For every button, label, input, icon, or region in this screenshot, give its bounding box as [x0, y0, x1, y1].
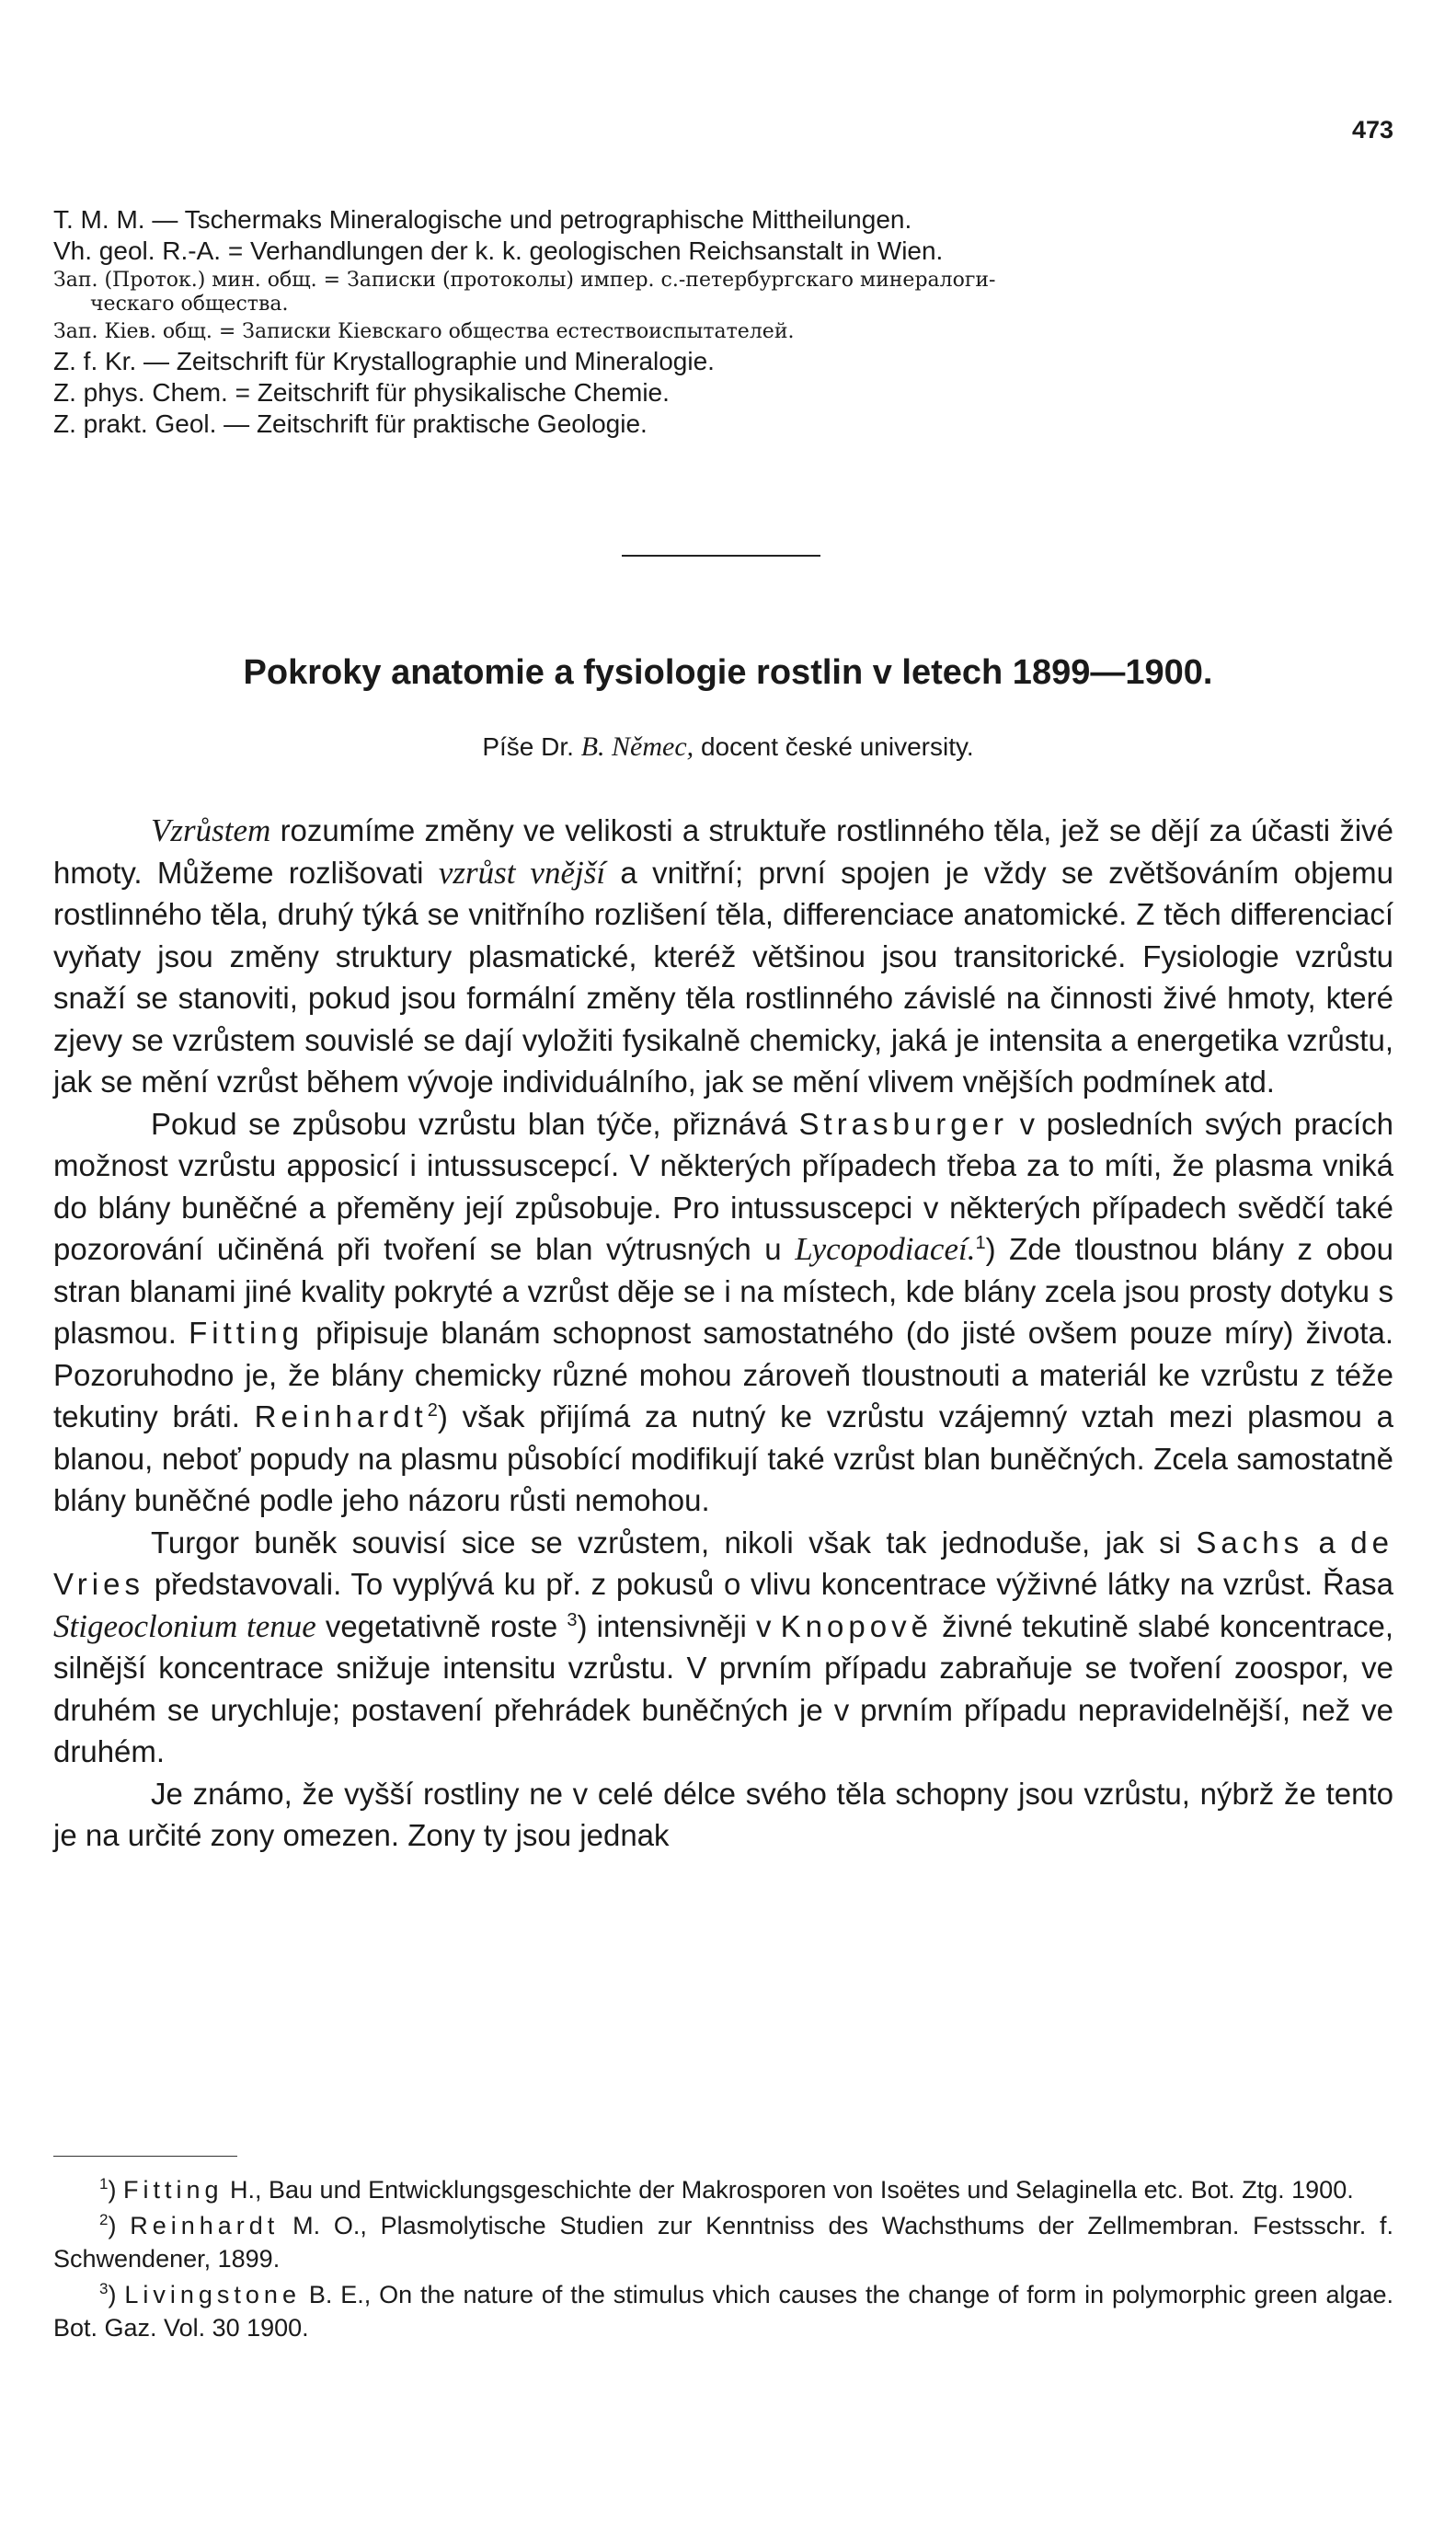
abbreviation-list [53, 204, 1396, 440]
footnote-author: Livingstone [124, 2281, 301, 2308]
article-byline [0, 731, 1456, 763]
footnotes [53, 2173, 1393, 2347]
term-italic: vzrůst vnější [438, 854, 606, 891]
term-italic: Vzrůstem [151, 812, 271, 848]
footnote: $^3$) Livingstone B. E., On the nature of the stimulus vhich causes the change of form in polymorphic green algae. Bot. Gaz. Vol. 30 1900. [53, 2280, 1394, 2342]
author-name: Sachs [1196, 1525, 1304, 1560]
article-body [53, 810, 1393, 1857]
abbreviation-entry: T. M. M. — Tschermaks Mineralogische und petrographische Mittheilungen. [53, 205, 912, 234]
byline-author: B. Němec, [580, 731, 694, 762]
text-run: představovali. To vyplývá ku př. z pokusů o vlivu koncentrace výživné látky na vzrůst. Řasa [143, 1567, 1393, 1601]
author-name: de Vries [53, 1525, 1393, 1601]
abbreviation-entry-continuation: ческаго общества. [90, 293, 289, 316]
footnote-ref: 2 [427, 1400, 438, 1421]
text-run: ) intensivněji v [577, 1608, 781, 1643]
footnote: $^1$) Fitting H., Bau und Entwicklungsgeschichte der Makrosporen von Isoëtes und Selaginella etc. Bot. Ztg. 1900. [99, 2175, 1354, 2204]
text-run: připisuje blanám schopnost samostatného (do jisté ovšem pouze míry) života. Pozoruhodno je, že blány chemicky různé mohou zároveň tloustnouti a materiál ke vzrůstu z téže tekutiny bráti. [53, 1316, 1393, 1433]
text-run: ) Zde tloustnou blány z obou stran blanami jiné kvality pokryté a vzrůst děje se i na místech, kde blány zcela jsou prosty dotyku s plasmou. [53, 1232, 1393, 1350]
text-run: vegetativně roste [315, 1608, 567, 1643]
abbreviation-entry: Z. phys. Chem. = Zeitschrift für physikalische Chemie. [53, 378, 670, 407]
byline-suffix: docent české university. [700, 732, 974, 761]
text-run: rozumíme změny ve velikosti a struktuře rostlinného těla, jež se dějí za účasti živé hmoty. Můžeme rozlišovati [53, 813, 1393, 890]
author-name: Strasburger [798, 1106, 1008, 1141]
footnote-mark: 3 [99, 2280, 109, 2297]
section-divider [622, 555, 820, 557]
footnote-rule [53, 2156, 237, 2157]
abbreviation-entry: Z. f. Kr. — Zeitschrift für Krystallographie und Mineralogie. [53, 347, 715, 375]
paragraph [53, 1522, 1393, 1773]
term-italic: Lycopodiaceí. [795, 1231, 976, 1267]
footnote-text: H., Bau und Entwicklungsgeschichte der Makrosporen von Isoëtes und Selaginella etc. Bot. Ztg. 1900. [223, 2176, 1354, 2204]
page-number: 473 [1351, 116, 1393, 144]
text-run: a vnitřní; první spojen je vždy se zvětšováním objemu rostlinného těla, druhý týká se vnitřního rozlišení těla, differenciace anatomické. Z těch differenciací vyňaty jsou změny struktury plasmatické, kteréž většinou jsou transitorické. Fysiologie vzrůstu snaží se stanoviti, pokud jsou formální změny těla rostlinného závislé na činnosti živé hmoty, které zjevy se vzrůstem souvislé se dají vyložiti fysikalně chemicky, jaká je intensita a energetika vzrůstu, jak se mění vzrůst během vývoje individuálního, jak se mění vlivem vnějších podmínek atd. [53, 855, 1394, 1099]
text-run: Turgor buněk souvisí sice se vzrůstem, nikoli však tak jednoduše, jak si [151, 1525, 1197, 1560]
footnote-author: Reinhardt [130, 2212, 280, 2239]
text-run: živné tekutině slabé koncentrace, silnější koncentrace snižuje intensitu vzrůstu. V prvním případu zabraňuje se tvoření zoospor, ve druhém se urychluje; postavení přehrádek buněčných je v prvním případu nepravidelnější, než ve druhém. [53, 1608, 1393, 1768]
footnote-ref: 1 [975, 1233, 986, 1253]
footnote-ref: 3 [567, 1609, 578, 1630]
text-run: ) však přijímá za nutný ke vzrůstu vzájemný vztah mezi plasmou a blanou, neboť popudy na plasmu působící modifikují také vzrůst blan buněčných. Zcela samostatně blány buněčné podle jeho názoru růsti nemohou. [53, 1399, 1393, 1517]
footnote-mark: 1 [99, 2175, 109, 2193]
footnote-mark: 2 [99, 2211, 109, 2228]
abbreviation-entry: Зап. (Проток.) мин. общ. = Записки (протоколы) импер. с.-петербургскаго минералоги- [53, 269, 996, 292]
author-name: Reinhardt [254, 1399, 428, 1433]
abbreviation-entry: Зап. Кіев. общ. = Записки Кіевскаго общества естествоиспытателей. [53, 320, 795, 343]
footnote-text: B. E., On the nature of the stimulus vhich causes the change of form in polymorphic green algae. Bot. Gaz. Vol. 30 1900. [53, 2281, 1394, 2342]
abbreviation-entry: Z. prakt. Geol. — Zeitschrift für praktische Geologie. [53, 409, 648, 438]
author-name: Knopově [780, 1608, 933, 1643]
paragraph [53, 1103, 1393, 1522]
author-name: Fitting [189, 1316, 304, 1350]
text-run: a [1303, 1525, 1351, 1560]
article-title: Pokroky anatomie a fysiologie rostlin v letech 1899—1900. [243, 653, 1213, 692]
abbreviation-entry: Vh. geol. R.-A. = Verhandlungen der k. k. geologischen Reichsanstalt in Wien. [53, 236, 944, 265]
term-italic: Stigeoclonium tenue [53, 1607, 316, 1644]
paragraph [53, 810, 1393, 1103]
text-run: Pokud se způsobu vzrůstu blan týče, přiznává [151, 1106, 799, 1141]
footnote: $^2$) Reinhardt M. O., Plasmolytische Studien zur Kenntniss des Wachsthums der Zellmembran. Festsschr. f. Schwendener, 1899. [53, 2211, 1393, 2273]
footnote-author: Fitting [122, 2176, 224, 2204]
footnote-text: M. O., Plasmolytische Studien zur Kenntniss des Wachsthums der Zellmembran. Festsschr. f. Schwendener, 1899. [53, 2212, 1393, 2273]
paragraph: Je známo, že vyšší rostliny ne v celé délce svého těla schopny jsou vzrůstu, nýbrž že tento je na určité zony omezen. Zony ty jsou jednak [53, 1776, 1393, 1852]
byline-prefix: Píše Dr. [482, 732, 574, 761]
text-run: v posledních svých pracích možnost vzrůstu apposicí i intussuscepcí. V některých případech třeba za to míti, že plasma vniká do blány buněčné a přeměny její způsobuje. Pro intussuscepci v některých případech svědčí také pozorování učiněná při tvoření se blan výtrusných u [53, 1106, 1393, 1266]
